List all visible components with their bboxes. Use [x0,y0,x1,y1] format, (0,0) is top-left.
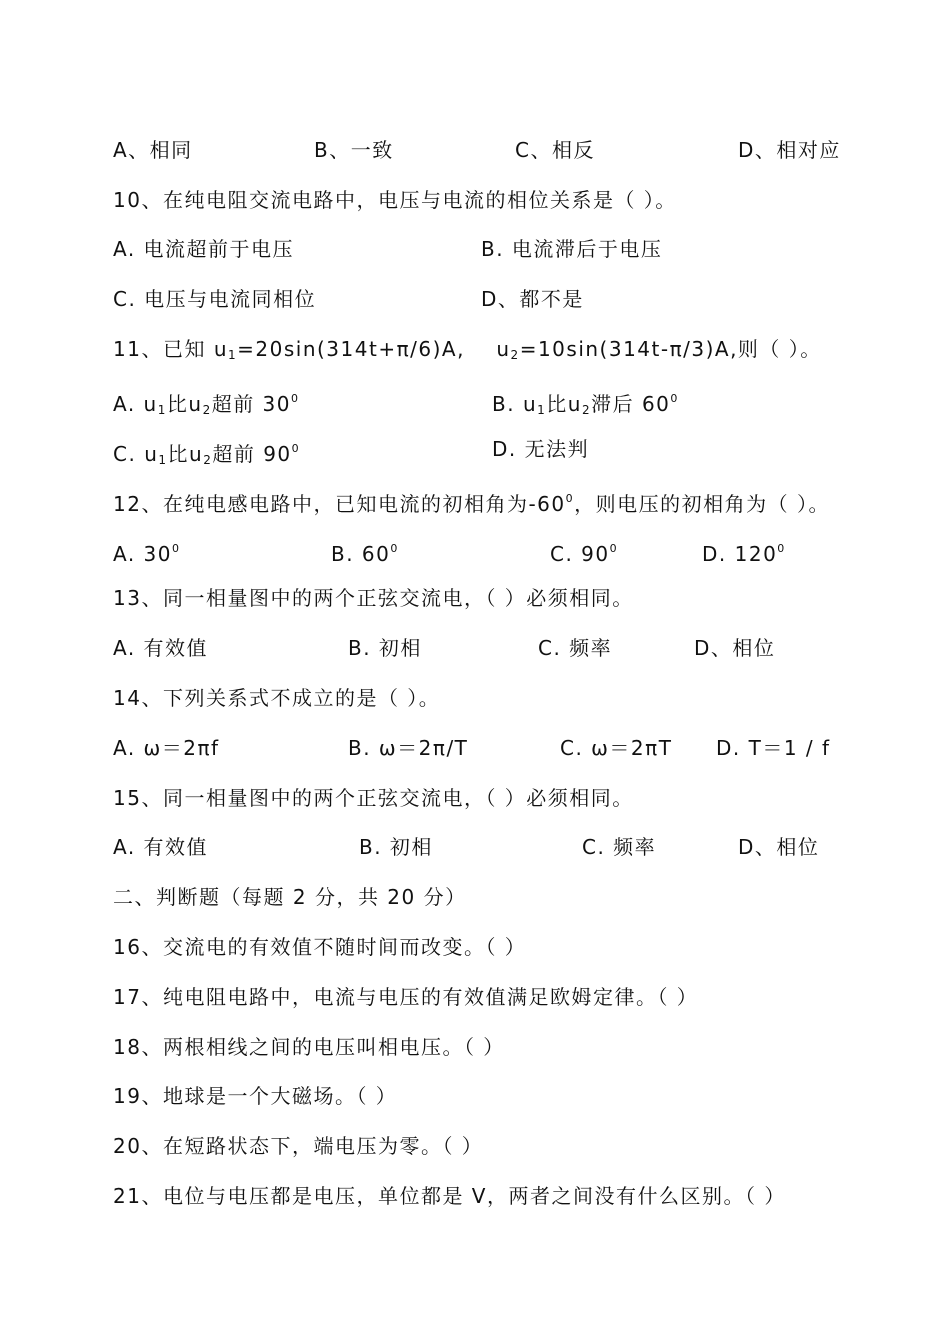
q11-option-a-sub2: 2 [202,403,212,417]
q12-option-a-text: A. 30 [113,542,172,566]
q10-option-c: C. 电压与电流同相位 [113,287,317,311]
q12-option-b [331,534,399,569]
q16-stem: 16、交流电的有效值不随时间而改变。（ ） [113,935,527,959]
q11-option-c-degree: 0 [291,442,301,455]
q11-stem [113,334,822,364]
q10-option-d: D、都不是 [481,287,584,311]
q11-option-c-sub1: 1 [158,453,168,467]
q13-option-a: A. 有效值 [113,636,209,660]
q11-option-a-degree: 0 [291,392,300,405]
q13-option-d: D、相位 [694,636,776,660]
q12-option-a-degree: 0 [172,542,181,555]
q11-option-b-u2: u [567,392,582,416]
q11-option-c-label: C. [113,442,145,466]
q11-option-c-sub2: 2 [203,453,213,467]
q9-option-b: B、一致 [314,138,394,162]
q11-option-b-label: B. [492,392,523,416]
q14-option-d: D. T＝1 / f [716,736,831,760]
q12-stem-start: 12、在纯电感电路中，已知电流的初相角为-60 [113,492,566,516]
q12-option-d-degree: 0 [777,542,786,555]
q13-stem: 13、同一相量图中的两个正弦交流电，（ ）必须相同。 [113,586,634,610]
q11-u1-symbol: u [213,337,228,361]
q10-option-a: A. 电流超前于电压 [113,237,295,261]
q12-option-c-degree: 0 [609,542,619,555]
q11-u2-symbol: u [496,337,511,361]
q19-stem: 19、地球是一个大磁场。（ ） [113,1084,398,1108]
q11-number: 11、已知 [113,337,214,361]
q14-option-c: C. ω＝2πT [560,736,673,760]
q12-stem-end: ，则电压的初相角为（ ）。 [574,492,830,516]
q11-option-b-end: 滞后 60 [591,392,671,416]
q11-u2-subscript: 2 [510,348,520,362]
q11-option-a-label: A. [113,392,144,416]
q11-option-a-u1: u [143,392,158,416]
q14-option-b: B. ω＝2π/T [348,736,469,760]
section-heading-judgement: 二、判断题（每题 2 分，共 20 分） [113,885,467,909]
q18-stem: 18、两根相线之间的电压叫相电压。（ ） [113,1035,505,1059]
q15-option-d: D、相位 [738,835,820,859]
q13-option-c: C. 频率 [538,636,613,660]
q12-option-c-text: C. 90 [550,542,610,566]
q11-option-c-u2: u [189,442,204,466]
q11-option-c-end: 超前 90 [212,442,292,466]
q13-option-b: B. 初相 [348,636,422,660]
q12-option-d-text: D. 120 [702,542,778,566]
q11-u2-expression: =10sin(314t-π/3)A,则（ ）。 [519,337,822,361]
q17-stem: 17、纯电阻电路中，电流与电压的有效值满足欧姆定律。（ ） [113,985,699,1009]
q11-option-a-sub1: 1 [157,403,167,417]
q20-stem: 20、在短路状态下，端电压为零。（ ） [113,1134,484,1158]
q11-u1-subscript: 1 [228,348,238,362]
q9-option-c: C、相反 [515,138,595,162]
q11-option-b-u1: u [522,392,538,416]
q11-option-c-u1: u [144,442,159,466]
q15-option-c: C. 频率 [582,835,657,859]
q9-option-d: D、相对应 [738,138,841,162]
q11-option-a-u2: u [188,392,203,416]
q12-option-b-text: B. 60 [331,542,391,566]
q11-option-b-mid: 比 [546,392,568,416]
q11-option-b-sub1: 1 [537,403,547,417]
q11-option-a [113,384,300,425]
q15-option-a: A. 有效值 [113,835,209,859]
q14-stem: 14、下列关系式不成立的是（ ）。 [113,686,441,710]
q14-option-a: A. ω＝2πf [113,736,220,760]
q15-stem: 15、同一相量图中的两个正弦交流电，（ ）必须相同。 [113,786,634,810]
q12-option-a [113,534,181,569]
q21-stem: 21、电位与电压都是电压，单位都是 V，两者之间没有什么区别。（ ） [113,1184,786,1208]
q15-option-b: B. 初相 [359,835,433,859]
q11-option-d: D. 无法判 [492,437,590,461]
q12-option-c [550,534,618,569]
q11-option-c-mid: 比 [167,442,190,466]
q11-option-c [113,434,300,475]
q11-option-b-sub2: 2 [581,403,592,417]
q10-stem: 10、在纯电阻交流电路中，电压与电流的相位关系是（ ）。 [113,188,677,212]
q12-option-b-degree: 0 [390,542,399,555]
q11-option-a-end: 超前 30 [211,392,292,416]
q12-option-d [702,534,786,569]
q12-stem [113,484,830,514]
q12-stem-degree: 0 [565,492,575,505]
q11-option-b [492,384,679,425]
q10-option-b: B. 电流滞后于电压 [481,237,663,261]
q11-u1-expression: =20sin(314t+π/6)A, [237,337,465,361]
q11-option-a-mid: 比 [166,392,189,416]
q11-option-b-degree: 0 [670,392,679,405]
q9-option-a: A、相同 [113,138,193,162]
